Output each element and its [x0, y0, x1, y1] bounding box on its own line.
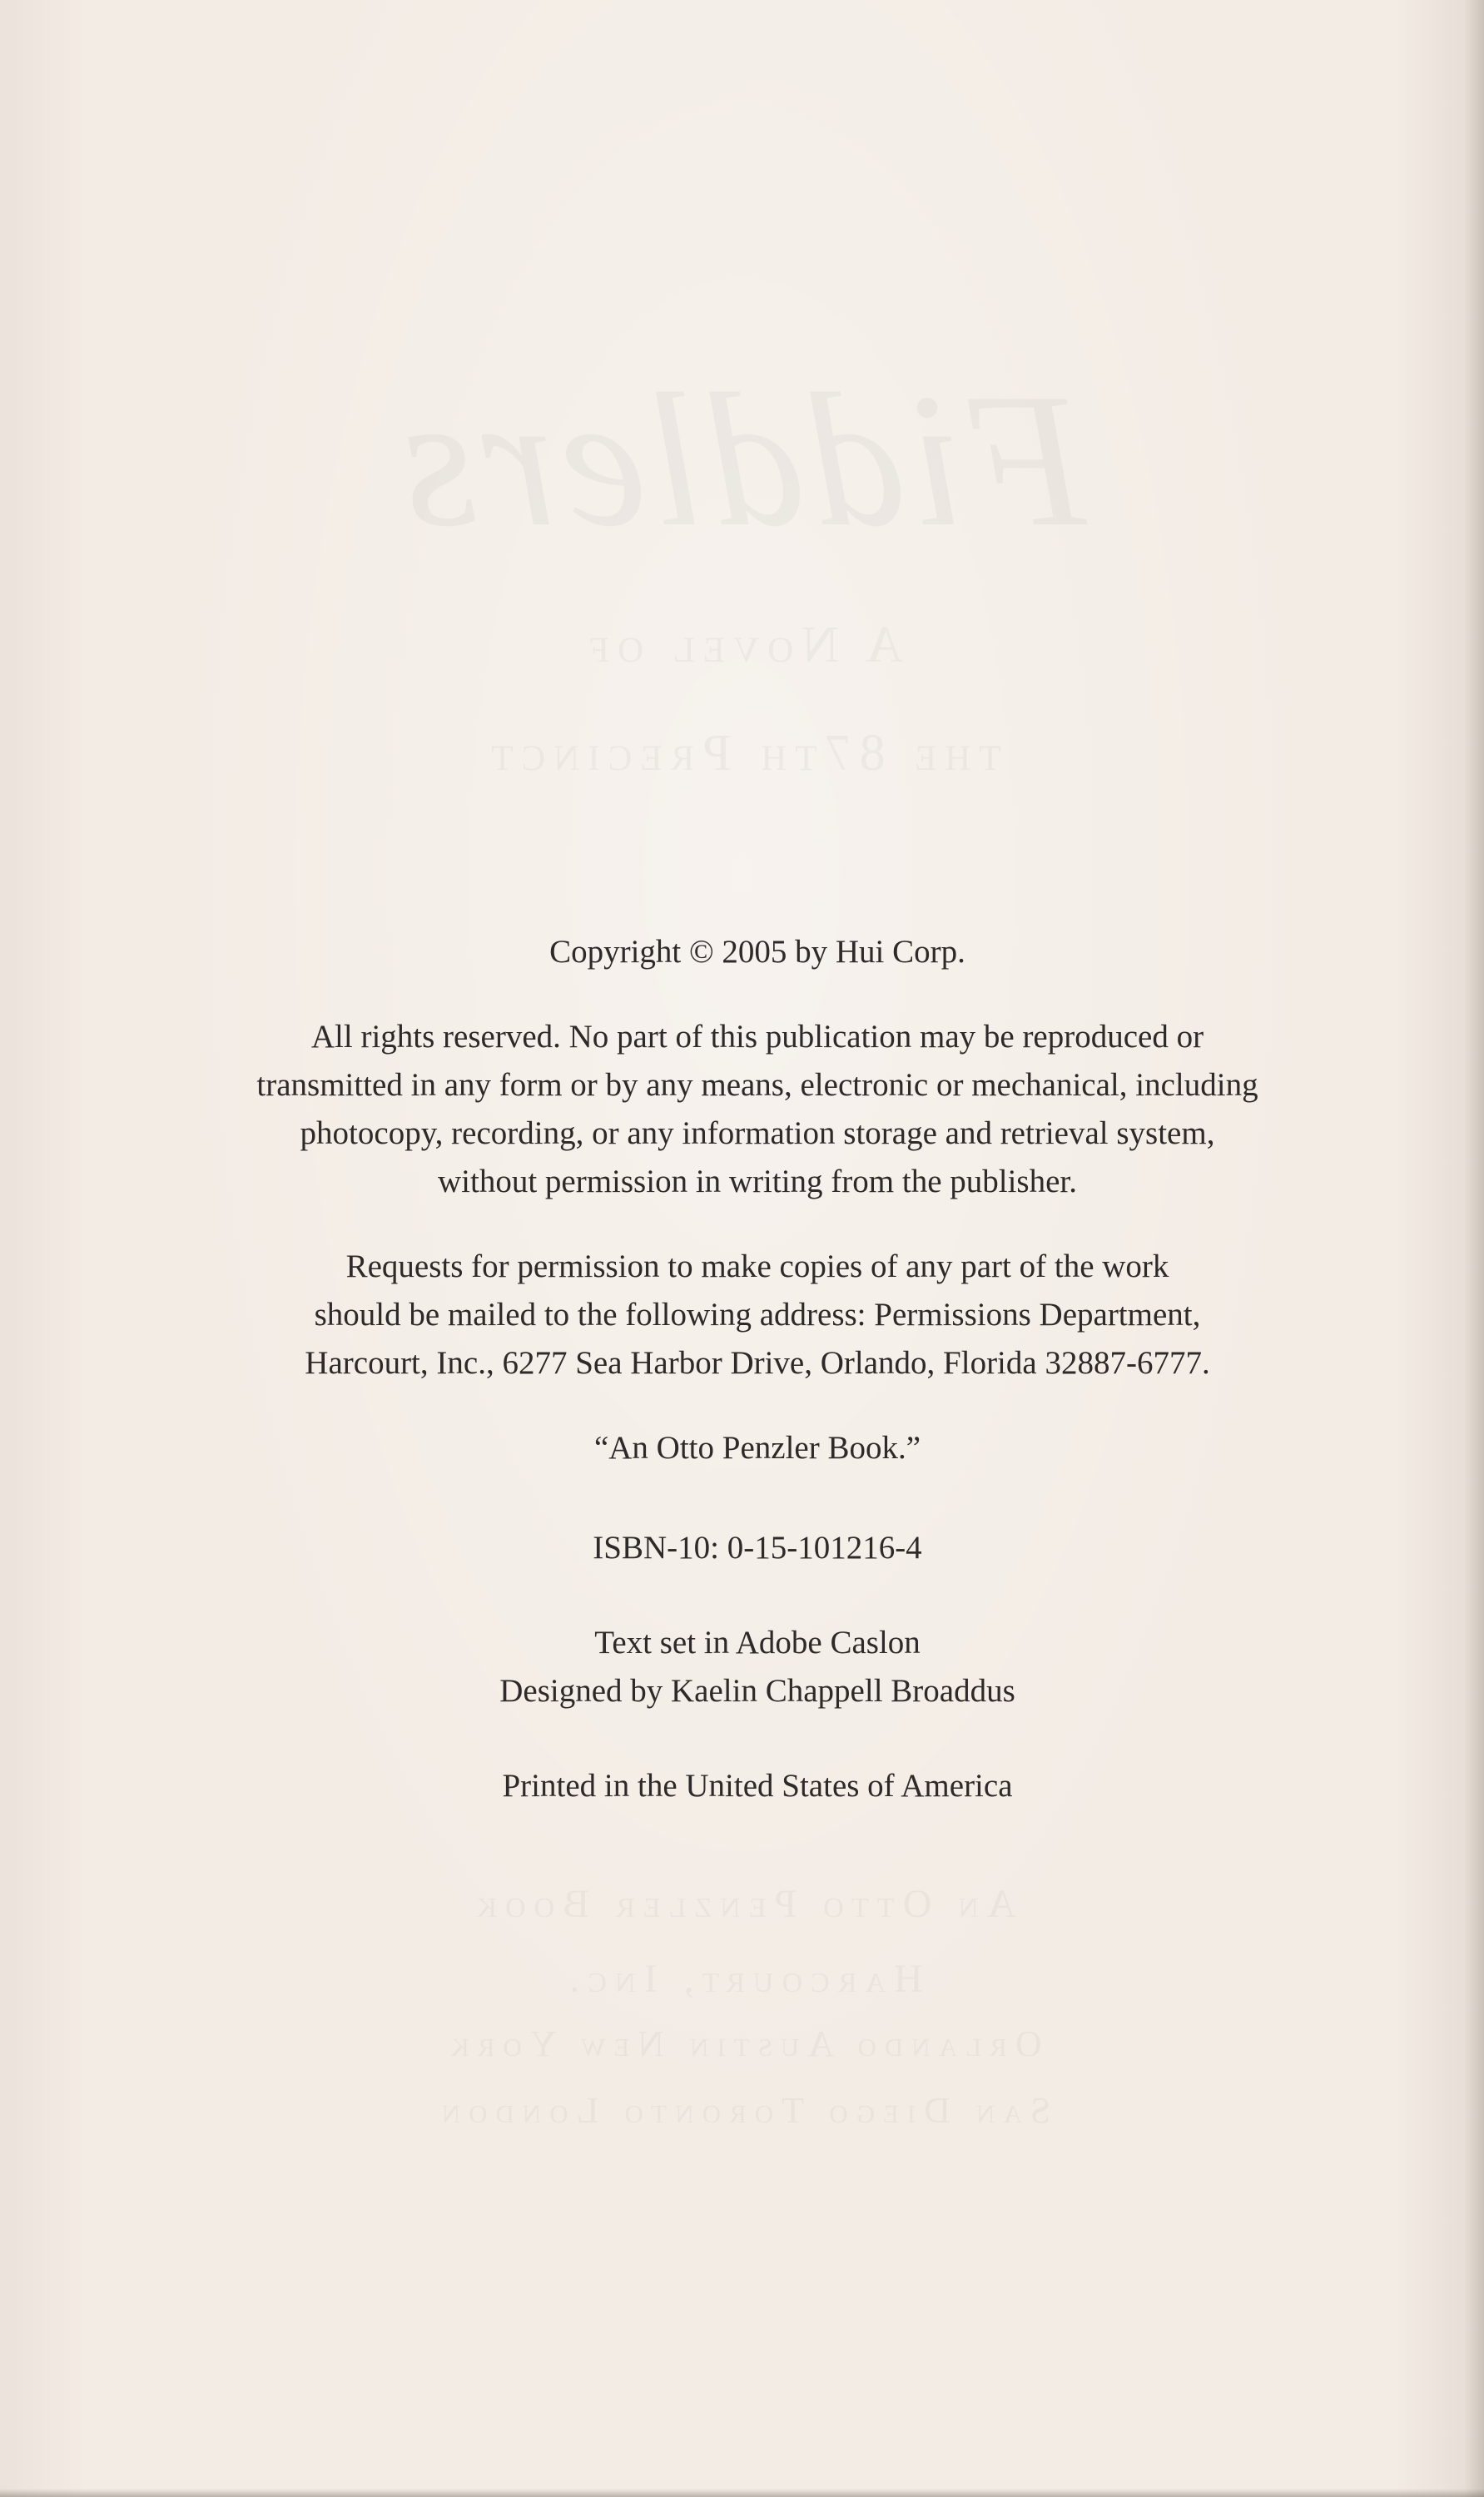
typeface-credit: Text set in Adobe Caslon: [594, 1625, 921, 1661]
permissions-line: Requests for permission to make copies of any part of the work: [345, 1248, 1169, 1284]
permissions-paragraph: [200, 1243, 1315, 1387]
copyright-notice: Copyright © 2005 by Hui Corp.: [549, 934, 965, 970]
bleed-through-line: A Novel of: [581, 617, 903, 673]
rights-paragraph: [200, 1013, 1315, 1206]
page-bottom-edge: [0, 2489, 1484, 2497]
rights-line: photocopy, recording, or any information storage and retrieval system,: [300, 1115, 1215, 1151]
imprint-line: “An Otto Penzler Book.”: [593, 1430, 921, 1466]
isbn: ISBN-10: 0-15-101216-4: [593, 1530, 922, 1566]
rights-line: All rights reserved. No part of this publication may be reproduced or: [310, 1019, 1204, 1055]
printed-in: Printed in the United States of America: [502, 1768, 1013, 1804]
designer-credit: Designed by Kaelin Chappell Broaddus: [499, 1673, 1015, 1709]
bleed-through-line: Harcourt, Inc.: [561, 1957, 923, 2001]
permissions-line: should be mailed to the following address: Permissions Department,: [314, 1297, 1201, 1333]
typeset-credits: [200, 1619, 1315, 1715]
rights-line: without permission in writing from the publisher.: [437, 1164, 1078, 1199]
copyright-block: [200, 928, 1315, 1810]
page-edge-shadow: [1464, 0, 1484, 2497]
bleed-through-line: the 87th Precinct: [483, 725, 1001, 782]
bleed-through-line: San Diego Toronto London: [433, 2090, 1051, 2131]
bleed-through-line: Orlando Austin New York: [442, 2023, 1042, 2064]
rights-line: transmitted in any form or by any means, electronic or mechanical, including: [256, 1067, 1258, 1103]
bleed-through-line: An Otto Penzler Book: [468, 1882, 1016, 1926]
bleed-through-title: Fiddlers: [397, 354, 1087, 566]
permissions-line: Harcourt, Inc., 6277 Sea Harbor Drive, Orlando, Florida 32887-6777.: [305, 1345, 1210, 1381]
